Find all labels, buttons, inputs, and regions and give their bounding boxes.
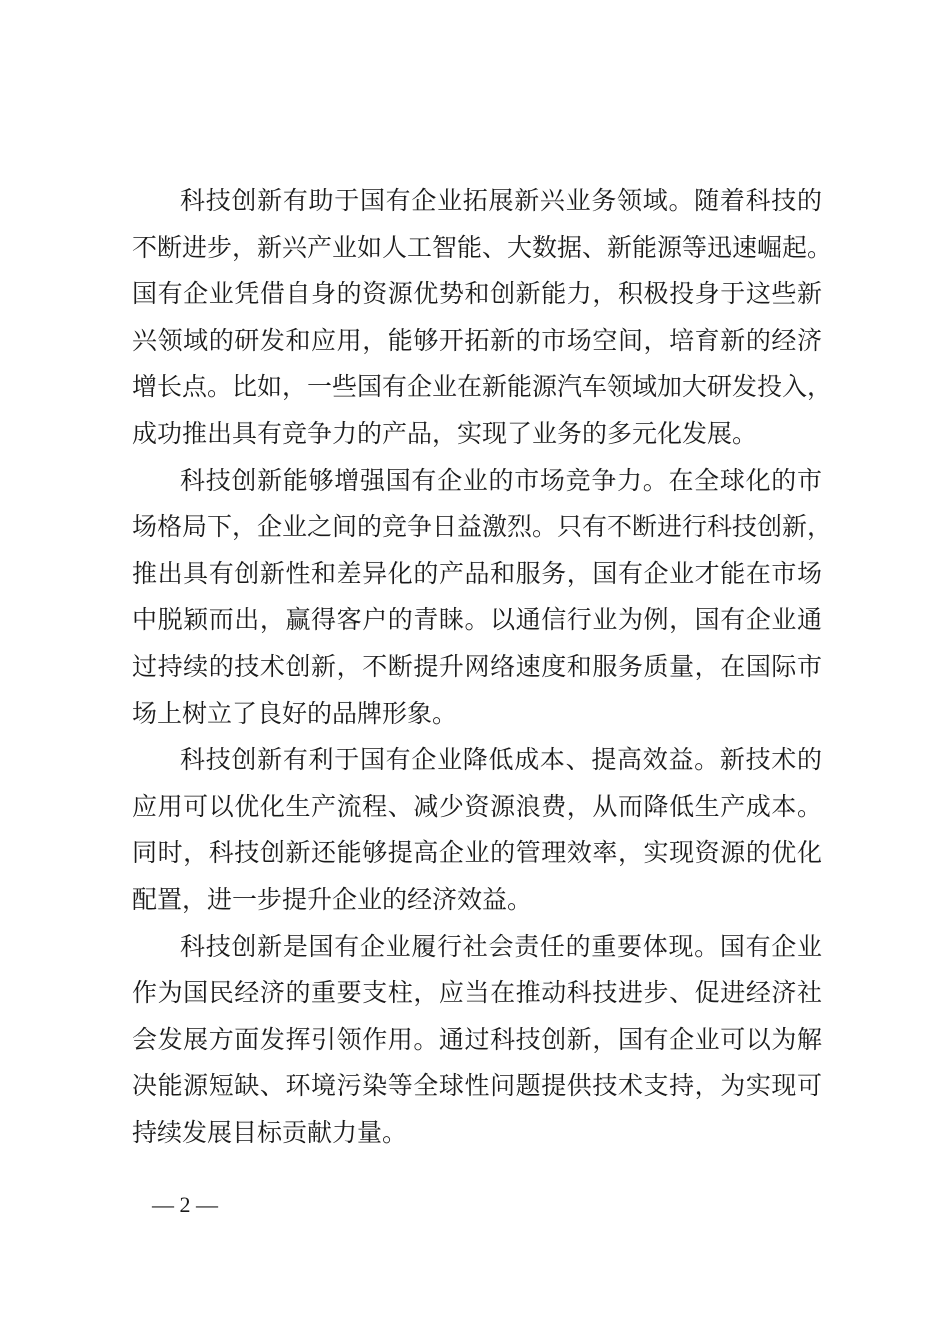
text-line: 科技创新能够增强国有企业的市场竞争力。在全球化的市 (180, 465, 822, 495)
paragraph-competitiveness (132, 458, 833, 738)
text-line: 会发展方面发挥引领作用。通过科技创新，国有企业可以为解 (132, 1024, 822, 1054)
text-line: 推出具有创新性和差异化的产品和服务，国有企业才能在市场 (132, 558, 822, 588)
paragraph-cost-efficiency (132, 737, 822, 923)
text-line: 同时，科技创新还能够提高企业的管理效率，实现资源的优化 (132, 838, 822, 868)
text-line: 配置，进一步提升企业的经济效益。 (132, 884, 533, 914)
text-line: 科技创新有利于国有企业降低成本、提高效益。新技术的 (180, 745, 822, 775)
text-line: 科技创新有助于国有企业拓展新兴业务领域。随着科技的 (180, 186, 822, 215)
text-line: 作为国民经济的重要支柱，应当在推动科技进步、促进经济社 (132, 978, 822, 1008)
text-line: 应用可以优化生产流程、减少资源浪费，从而降低生产成本。 (132, 791, 822, 821)
text-line: 国有企业凭借自身的资源优势和创新能力，积极投身于这些新 (132, 279, 822, 309)
text-line: 增长点。比如，一些国有企业在新能源汽车领域加大研发投入， (132, 372, 833, 402)
paragraph-social-responsibility (132, 924, 822, 1157)
text-line: 过持续的技术创新，不断提升网络速度和服务质量，在国际市 (132, 651, 822, 681)
text-line: 中脱颖而出，赢得客户的青睐。以通信行业为例，国有企业通 (132, 605, 822, 635)
text-line: 持续发展目标贡献力量。 (132, 1117, 408, 1147)
paragraph-new-business (132, 178, 833, 458)
text-line: 成功推出具有竞争力的产品，实现了业务的多元化发展。 (132, 418, 758, 448)
text-line: 决能源短缺、环境污染等全球性问题提供技术支持，为实现可 (132, 1071, 822, 1101)
text-line: 科技创新是国有企业履行社会责任的重要体现。国有企业 (180, 931, 822, 961)
text-line: 场格局下，企业之间的竞争日益激烈。只有不断进行科技创新， (132, 512, 833, 542)
text-line: 场上树立了良好的品牌形象。 (132, 698, 458, 728)
text-line: 不断进步，新兴产业如人工智能、大数据、新能源等迅速崛起。 (132, 232, 833, 262)
page-number: — 2 — (152, 1192, 218, 1217)
text-line: 兴领域的研发和应用，能够开拓新的市场空间，培育新的经济 (132, 325, 822, 355)
document-body (132, 178, 833, 1156)
